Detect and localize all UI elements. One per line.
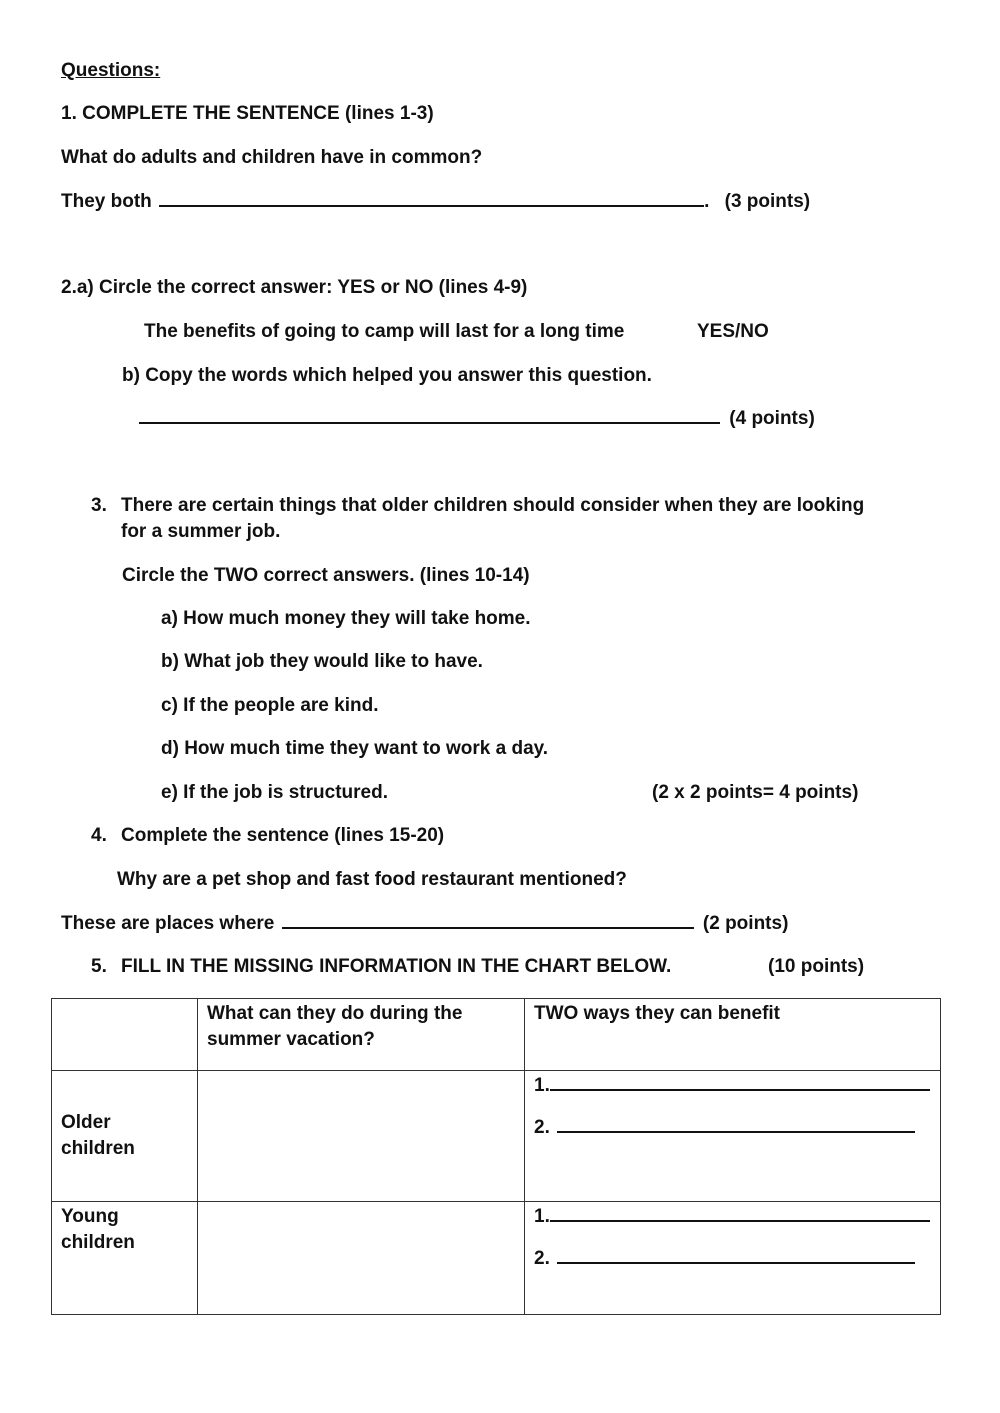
q4-points: (2 points) bbox=[702, 913, 789, 934]
chart-row-label-young bbox=[52, 1202, 198, 1315]
q4-number: 4. bbox=[91, 825, 107, 846]
chart-row-young-children bbox=[52, 1202, 941, 1315]
older-label-line1: Older bbox=[61, 1112, 111, 1133]
q1-answer-line bbox=[61, 190, 810, 213]
older-benefit-2[interactable] bbox=[534, 1115, 915, 1141]
young-label-line2: children bbox=[61, 1232, 135, 1253]
young-benefit-1[interactable] bbox=[534, 1204, 930, 1230]
q2-points: (4 points) bbox=[729, 408, 815, 429]
young-benefit-2[interactable] bbox=[534, 1246, 915, 1272]
chart-header-activities-line1: What can they do during the bbox=[207, 1003, 463, 1024]
q5-points: (10 points) bbox=[768, 956, 865, 977]
q2b-title: b) Copy the words which helped you answer this question. bbox=[122, 365, 652, 386]
q4-title: Complete the sentence (lines 15-20) bbox=[121, 825, 445, 846]
chart-cell-young-benefits bbox=[525, 1202, 941, 1315]
young-benefit-2-blank[interactable] bbox=[557, 1248, 915, 1264]
chart-cell-older-benefits bbox=[525, 1071, 941, 1202]
q1-suffix: . bbox=[704, 191, 710, 212]
q5-title: FILL IN THE MISSING INFORMATION IN THE CHART BELOW. bbox=[121, 956, 672, 977]
older-benefit-1[interactable] bbox=[534, 1073, 930, 1099]
chart-cell-older-activities[interactable] bbox=[198, 1071, 525, 1202]
young-benefit-1-number: 1. bbox=[534, 1206, 550, 1227]
q3-option-d[interactable]: d) How much time they want to work a day. bbox=[161, 738, 549, 759]
answer-chart bbox=[51, 998, 941, 1315]
q1-question: What do adults and children have in common? bbox=[61, 147, 483, 168]
chart-row-label-older bbox=[52, 1071, 198, 1202]
chart-header-activities bbox=[198, 999, 525, 1071]
q1-points: (3 points) bbox=[724, 191, 811, 212]
q3-line2: for a summer job. bbox=[121, 521, 281, 542]
q2b-answer-blank[interactable] bbox=[139, 407, 720, 424]
chart-header-row bbox=[52, 999, 941, 1071]
older-benefit-2-number: 2. bbox=[534, 1117, 550, 1138]
q4-prefix: These are places where bbox=[61, 913, 275, 934]
q1-answer-blank[interactable] bbox=[159, 190, 704, 207]
older-label-line2: children bbox=[61, 1138, 135, 1159]
chart-header-benefits-text: TWO ways they can benefit bbox=[534, 1003, 780, 1024]
older-benefit-1-blank[interactable] bbox=[550, 1075, 930, 1091]
young-benefit-2-number: 2. bbox=[534, 1248, 550, 1269]
q4-answer-line bbox=[61, 912, 788, 935]
young-label-line1: Young bbox=[61, 1206, 119, 1227]
q2-statement: The benefits of going to camp will last for a long time bbox=[144, 321, 625, 342]
q3-instruction: Circle the TWO correct answers. (lines 10-14) bbox=[122, 565, 530, 586]
chart-row-older-children bbox=[52, 1071, 941, 1202]
q3-number: 3. bbox=[91, 495, 107, 516]
chart-empty-corner-cell bbox=[52, 999, 198, 1071]
q3-points: (2 x 2 points= 4 points) bbox=[652, 782, 859, 803]
page-heading: Questions: bbox=[61, 60, 161, 81]
q3-option-c[interactable]: c) If the people are kind. bbox=[161, 695, 379, 716]
q2-yes-no-options[interactable]: YES/NO bbox=[697, 321, 769, 342]
q1-title: 1. COMPLETE THE SENTENCE (lines 1-3) bbox=[61, 103, 434, 124]
older-benefit-1-number: 1. bbox=[534, 1075, 550, 1096]
q5-number: 5. bbox=[91, 956, 107, 977]
chart-cell-young-activities[interactable] bbox=[198, 1202, 525, 1315]
q4-question: Why are a pet shop and fast food restaurant mentioned? bbox=[117, 869, 627, 890]
young-benefit-1-blank[interactable] bbox=[550, 1206, 930, 1222]
older-benefit-2-blank[interactable] bbox=[557, 1117, 915, 1133]
chart-header-benefits bbox=[525, 999, 941, 1071]
q3-line1: There are certain things that older children should consider when they are looking bbox=[121, 495, 865, 516]
q1-prefix: They both bbox=[61, 191, 152, 212]
q3-option-a[interactable]: a) How much money they will take home. bbox=[161, 608, 531, 629]
q2b-answer-line bbox=[139, 407, 815, 430]
q4-answer-blank[interactable] bbox=[282, 912, 694, 929]
q3-option-b[interactable]: b) What job they would like to have. bbox=[161, 651, 483, 672]
q2a-title: 2.a) Circle the correct answer: YES or NO (lines 4-9) bbox=[61, 277, 528, 298]
chart-header-activities-line2: summer vacation? bbox=[207, 1029, 375, 1050]
q3-option-e[interactable]: e) If the job is structured. bbox=[161, 782, 388, 803]
